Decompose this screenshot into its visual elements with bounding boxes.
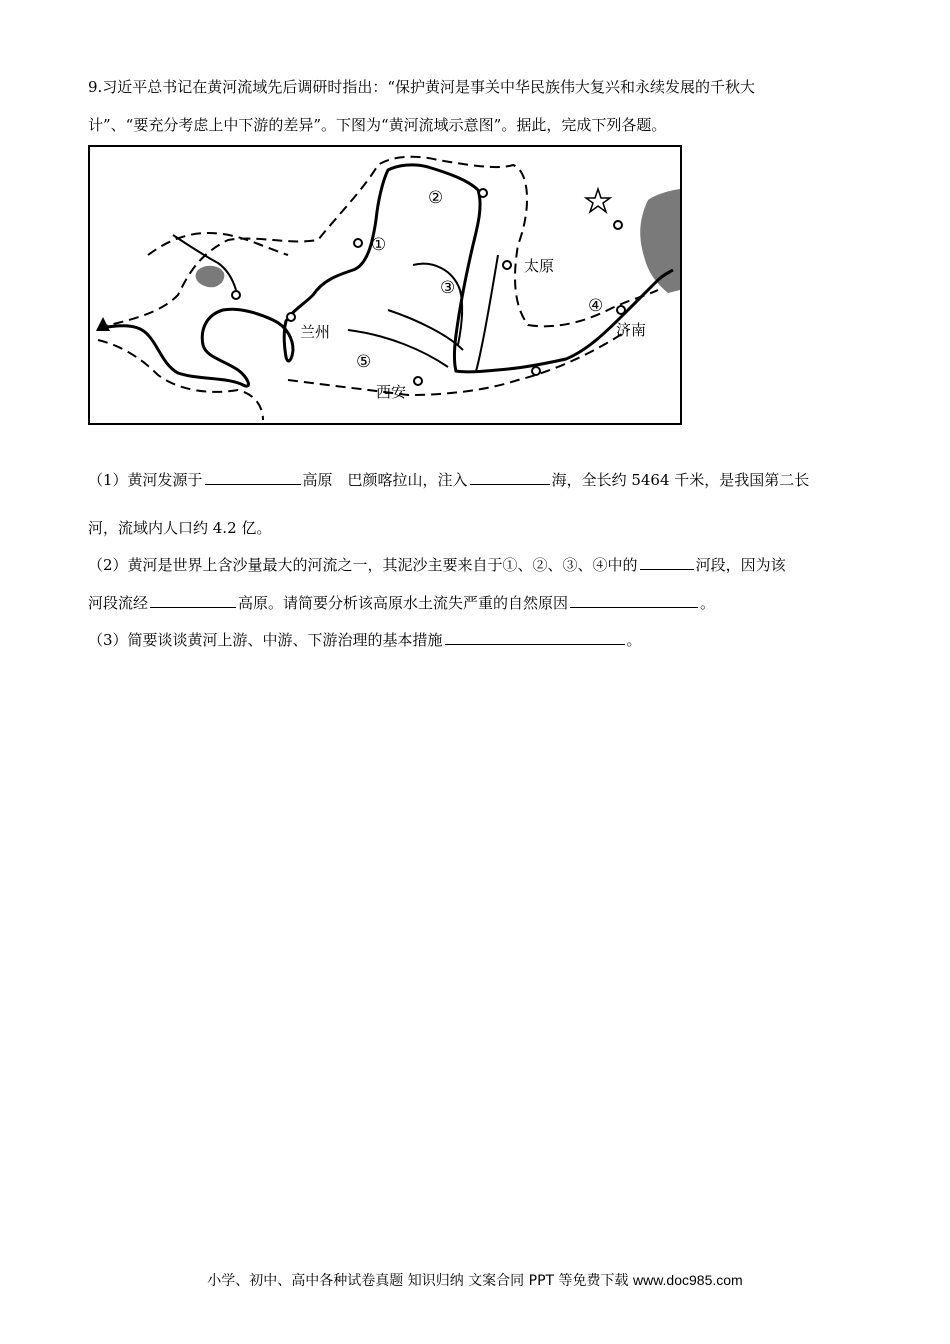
marker-1: ① bbox=[371, 235, 387, 255]
beijing-dot bbox=[614, 221, 622, 229]
marker-2: ② bbox=[428, 188, 444, 208]
taiyuan-dot bbox=[503, 261, 511, 269]
marker-4: ④ bbox=[588, 296, 604, 316]
xian-dot bbox=[414, 377, 422, 385]
answer-blank-plateau-name[interactable] bbox=[150, 593, 236, 608]
label-xian: 西安 bbox=[376, 383, 407, 401]
page-footer bbox=[0, 1270, 950, 1290]
sub-question-3: （3）简要谈谈黄河上游、中游、下游治理的基本措施 。 bbox=[88, 631, 642, 649]
label-taiyuan: 太原 bbox=[524, 257, 555, 275]
sub-question-2-line2: 河段流经 高原。请简要分析该高原水土流失严重的自然原因 。 bbox=[88, 594, 716, 612]
question-intro-line2: 计”、“要充分考虑上中下游的差异”。下图为“黄河流域示意图”。据此，完成下列各题。 bbox=[88, 116, 667, 134]
marker-5: ⑤ bbox=[356, 352, 372, 372]
yellow-river-basin-map bbox=[88, 145, 682, 425]
answer-blank-section[interactable] bbox=[640, 555, 694, 570]
answer-blank-plateau[interactable] bbox=[205, 470, 301, 485]
answer-blank-sea[interactable] bbox=[470, 470, 550, 485]
jinan-dot bbox=[617, 306, 625, 314]
footer-site[interactable]: www.doc985.com bbox=[632, 1272, 743, 1288]
city-dot-west bbox=[232, 291, 240, 299]
sub-question-1-line2: 河，流域内人口约 4.2 亿。 bbox=[88, 519, 272, 537]
lanzhou-dot bbox=[287, 313, 295, 321]
question-intro-line1: 9.习近平总书记在黄河流域先后调研时指出：“保护黄河是事关中华民族伟大复兴和永续发展的千秋大 bbox=[88, 78, 755, 96]
city-dot-zhengzhou bbox=[532, 367, 540, 375]
label-jinan: 济南 bbox=[616, 321, 647, 339]
city-dot-bend bbox=[479, 189, 487, 197]
city-dot-north bbox=[354, 239, 362, 247]
label-lanzhou: 兰州 bbox=[300, 323, 331, 341]
marker-3: ③ bbox=[440, 278, 456, 298]
answer-blank-measures[interactable] bbox=[445, 630, 625, 645]
sub-question-1-line1: （1）黄河发源于 高原 巴颜喀拉山，注入 海，全长约 5464 千米，是我国第二长 bbox=[88, 471, 810, 489]
answer-blank-cause[interactable] bbox=[570, 593, 698, 608]
footer-text: 小学、初中、高中各种试卷真题 知识归纳 文案合同 PPT 等免费下载 bbox=[207, 1273, 629, 1289]
sub-question-2-line1: （2）黄河是世界上含沙量最大的河流之一，其泥沙主要来自于①、②、③、④中的 河段，因为该 bbox=[88, 556, 786, 574]
